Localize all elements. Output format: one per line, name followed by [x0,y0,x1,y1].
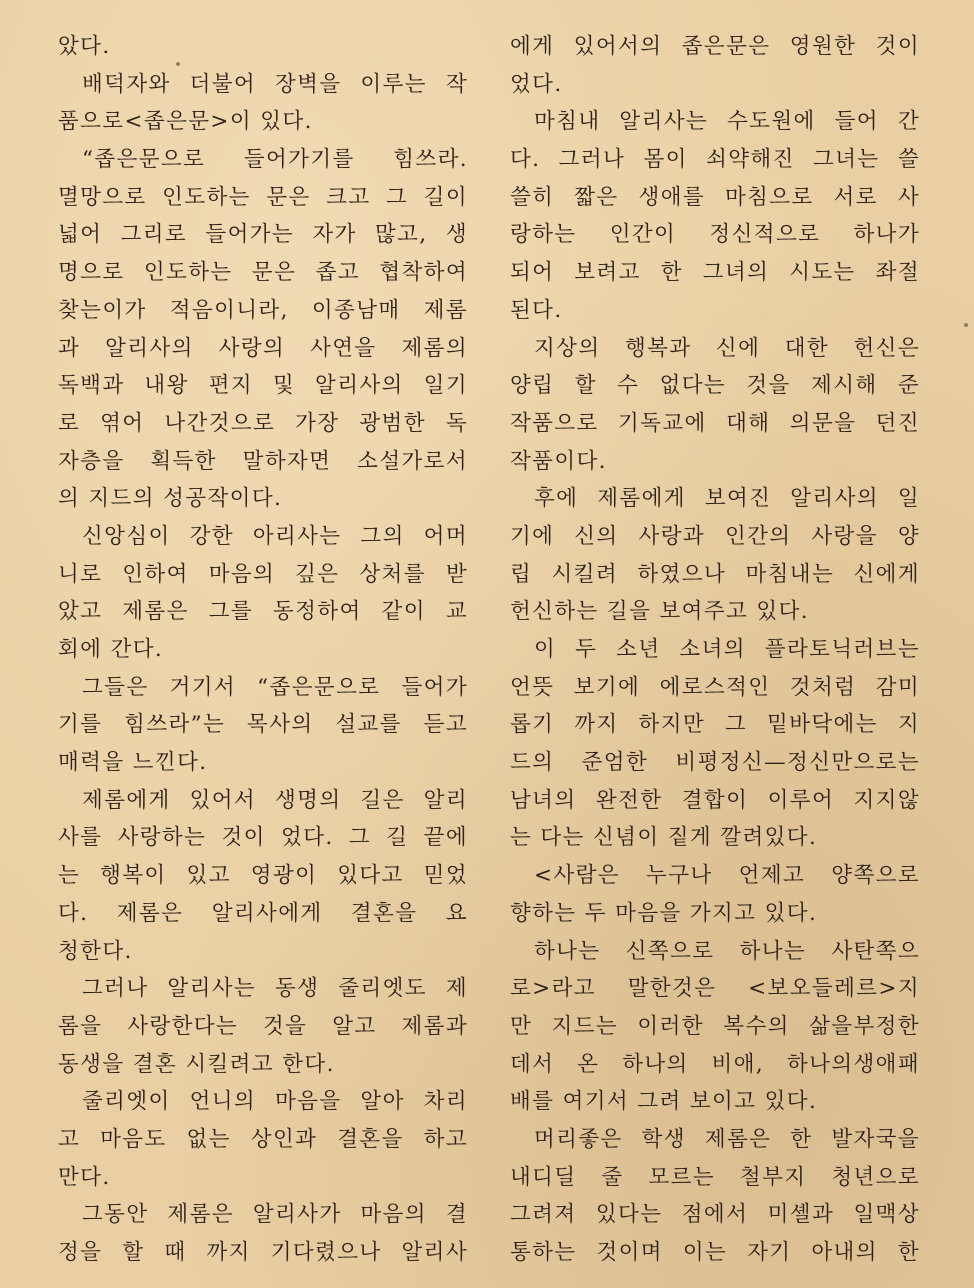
text-line: 제롬에게 있어서 생명의 길은 알리 [82,787,468,813]
text-line: 멸망으로 인도하는 문은 크고 그 길이 [58,184,468,210]
text-line: 마침내 알리사는 수도원에 들어 간 [534,109,920,135]
text-line: <사람은 누구나 언제고 양쪽으로 [534,863,920,889]
text-line: 지상의 행복과 신에 대한 헌신은 [534,335,920,361]
text-line: 명으로 인도하는 문은 좁고 협착하여 [58,260,468,286]
text-line: 롭기 까지 하지만 그 밑바닥에는 지 [510,712,920,738]
text-line: 로>라고 말한것은 <보오들레르>지 [510,976,920,1002]
text-line: 그러나 알리사는 동생 줄리엣도 제 [82,976,468,1002]
text-line: 작품으로 기독교에 대해 의문을 던진 [510,410,920,436]
text-line: 립 시킬려 하였으나 마침내는 신에게 [510,561,920,587]
text-line: 넓어 그리로 들어가는 자가 많고, 생 [58,222,468,248]
left-text-column [58,28,468,1272]
text-line: 기에 신의 사랑과 인간의 사랑을 양 [510,523,920,549]
text-line: 기를 힘쓰라”는 목사의 설교를 듣고 [58,712,468,738]
text-line: “좁은문으로 들어가기를 힘쓰라. [82,147,468,173]
text-line: 머리좋은 학생 제롬은 한 발자국을 [534,1126,920,1152]
text-line: 헌신하는 길을 보여주고 있다. [510,599,809,625]
text-line: 통하는 것이며 이는 자기 아내의 한 [510,1240,920,1265]
text-line: 배덕자와 더불어 장벽을 이루는 작 [82,71,468,97]
text-line: 다. 제롬은 알리사에게 결혼을 요 [58,900,468,926]
text-line: 남녀의 완전한 결합이 이루어 지지않 [510,787,920,813]
text-line: 사를 사랑하는 것이 었다. 그 길 끝에 [58,825,468,851]
text-line: 후에 제롬에게 보여진 알리사의 일 [534,486,920,512]
text-line: 정을 할 때 까지 기다렸으나 알리사 [58,1240,468,1265]
ink-speck [176,62,180,66]
text-line: 았고 제롬은 그를 동정하여 같이 교 [58,599,468,625]
text-line: 향하는 두 마음을 가지고 있다. [510,900,818,926]
text-line: 로 엮어 나간것으로 가장 광범한 독 [58,410,468,436]
text-line: 롬을 사랑한다는 것을 알고 제롬과 [58,1013,468,1039]
text-line: 랑하는 인간이 정신적으로 하나가 [510,222,920,248]
right-text-column [510,28,920,1272]
text-line: 쓸히 짧은 생애를 마침으로 서로 사 [510,184,920,210]
text-line: 이 두 소년 소녀의 플라토닉러브는 [534,637,920,662]
text-line: 동생을 결혼 시킬려고 한다. [58,1051,335,1077]
text-line: 에게 있어서의 좁은문은 영원한 것이 [510,34,920,59]
text-line: 내디딜 줄 모르는 철부지 청년으로 [510,1164,920,1190]
text-line: 하나는 신쪽으로 하나는 사탄쪽으 [534,938,920,964]
text-line: 고 마음도 없는 상인과 결혼을 하고 [58,1126,468,1152]
text-line: 만다. [58,1164,111,1190]
text-line: 그들은 거기서 “좁은문으로 들어가 [82,674,468,700]
text-line: 품으로<좁은문>이 있다. [58,109,313,135]
text-line: 청한다. [58,938,133,964]
text-line: 만 지드는 이러한 복수의 삶을부정한 [510,1013,920,1039]
text-line: 드의 준엄한 비평정신—정신만으로는 [510,750,920,776]
text-line: 신앙심이 강한 아리사는 그의 어머 [82,523,468,549]
text-line: 그동안 제롬은 알리사가 마음의 결 [82,1202,468,1228]
text-line: 과 알리사의 사랑의 사연을 제롬의 [58,335,468,361]
text-line: 작품이다. [510,448,607,474]
text-line: 줄리엣이 언니의 마음을 알아 차리 [82,1089,468,1115]
text-line: 다. 그러나 몸이 쇠약해진 그녀는 쓸 [510,147,920,173]
text-line: 언뜻 보기에 에로스적인 것처럼 감미 [510,674,920,700]
text-line: 된다. [510,297,563,323]
text-line: 찾는이가 적음이니라, 이종남매 제롬 [58,297,468,323]
text-line: 니로 인하여 마음의 깊은 상처를 받 [58,561,468,587]
text-line: 그려져 있다는 점에서 미셸과 일맥상 [510,1202,920,1228]
text-line: 독백과 내왕 편지 및 알리사의 일기 [58,373,468,399]
text-line: 데서 온 하나의 비애, 하나의생애패 [510,1051,920,1077]
text-line: 양립 할 수 없다는 것을 제시해 준 [510,373,920,399]
text-line: 는 다는 신념이 짙게 깔려있다. [510,825,818,851]
text-line: 자층을 획득한 말하자면 소설가로서 [58,448,468,474]
text-line: 회에 간다. [58,637,164,662]
text-line: 는 행복이 있고 영광이 있다고 믿었 [58,863,468,889]
text-line: 았다. [58,34,111,59]
ink-speck [964,323,968,327]
text-line: 매력을 느낀다. [58,750,208,776]
text-line: 의 지드의 성공작이다. [58,486,283,512]
text-line: 배를 여기서 그려 보이고 있다. [510,1089,818,1115]
text-line: 되어 보려고 한 그녀의 시도는 좌절 [510,260,920,286]
text-line: 었다. [510,71,563,97]
